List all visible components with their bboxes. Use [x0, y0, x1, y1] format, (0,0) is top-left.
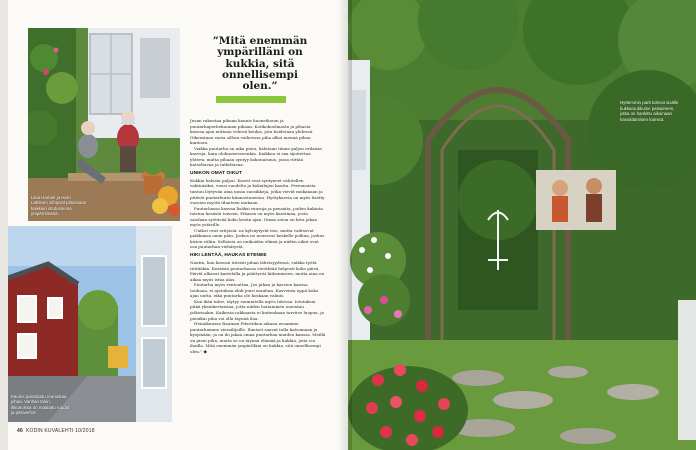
garden-arch-photo [348, 0, 696, 450]
article-paragraph [190, 321, 326, 355]
photo-street-houses [8, 226, 172, 422]
photo-caption: Liisa Hamari ja Harri Lahtinen viihtyvät pihassaan kaikkien istutustensa ympäröimänä. [31, 194, 87, 217]
article-paragraph: Unikot ovat erityisiä: ne kylväytyvät itse, mutta valitsevat paikkansa omin päin. Joskus ne nousevat keskelle polkua, joskus kivien väliin. Sellaista on unikoiden elämä ja niiden oikut ovat osa puutarhan viehätystä. [190, 227, 325, 250]
right-page-photo [348, 0, 696, 450]
section-heading: UNIKON OMAT OIKUT [190, 170, 242, 176]
page-footer [17, 428, 95, 434]
photo-caption: Kaunis puistokatu reunustaa pihaa. Vanhan talon ikkunoissa on maalattu ruudut ja pitsiverhot. [11, 393, 70, 416]
article-paragraph: Puutarha myös rentouttaa. Jos pihan ja kasvien kanssa touhuaa, ei ajatuksia ehdi juuri muuhun. Kasveista oppii koko ajan uutta, eikä puutarha ole koskaan valmis. [190, 282, 319, 299]
photo-couple-in-garden [28, 28, 180, 221]
article-paragraph: Juvan rakentaa pihaan kaunis huoneikonin ja puutarhaperhekunnan pihaan. Kotikokoelmasta ja pihasta kasvaa ajan mittaan vehreä keidas, jota hoidetaan yhdessä. Oikeastaan vasta silloin vaiheessa piha alkoi mennä pihan kuntoon. [190, 118, 314, 146]
end-mark-icon: ◆ [203, 349, 208, 355]
section-heading: HIKI LENTÄÄ, HAUKAS ETENEE [190, 253, 267, 259]
photo-caption: Nyttemmin parit tulevat sisälle kukkaruukkuine patsaineen, jotka on hankittu aikoinaan kasvattamisen kanssa. [620, 100, 679, 122]
accent-bar [216, 96, 286, 103]
article-paragraph: Kukkia halusin paljon. Kasvit ovat syntyneet vähitellen vakituisiksi, vuosi vuodelta ja kokeilujen kautta. Perennoista tuntuu löytyvän aina uusia suosikkeja, jotka vievät mukanaan ja pitävät puutarhurin kiinnostuneena. Hyötykasvia on myös lisätty vuosien myötä tilanteen mukaan. [190, 177, 325, 206]
article-paragraph: Nautin, kun kasvan tiiviisti pihan läheisyydessä, vaikka työtä riittääkin. Kesäisin puutarhassa vierähtää helposti koko päivä. Päivät alkavat kastelulla ja päättyvät kitkemiseen, mutta aina on aikaa myös istua alas. [190, 260, 325, 282]
publication-name: KODIN KUVALEHTI 10/2018 [25, 428, 95, 434]
article-paragraph: Kun ikää tulee, täytyy suunnitella myös tulevaa. Istutuksia pitää yksinkertaistaa, jotta niiden hoitaminen onnistuu jatkossakin. Kaikesta rakkaasta ei kuitenkaan tarvitse luopua, ja pienikin piha voi olla täynnä iloa. [190, 298, 324, 321]
article-closing-text: Heinäkuussa Rauman Pitsiviikon aikana avaamme puutarhamme vierailijoille. Ihmiset saavat tulla katsomaan ja kysymään, ja on ilo jakaa omaa puutarhaa muiden kanssa. Meillä on pieni piha, mutta se on täynnä elämää ja kukkia, joita voi ihailla. Mitä enemmän ympärilläni on kukkia, sitä onnellisempi olen.” [190, 321, 326, 354]
article-paragraph: Puutarhassa kasvaa lisäksi ruusuja ja pensaita, joiden kukinta toistuu kesästä toiseen. Pihassa on myös kasvimaa, josta saadaan syötävää koko kesän ajan. Omaa satoa on kiva jakaa myös ystäville. [190, 205, 323, 228]
article-body [190, 118, 326, 355]
article-paragraph: Vaikka puutarha on aika pieni, halutaan tänne paljon erilaisia kasveja, kuin olohuoneeseenkin. Kaikkea ei saa sijoitettua yhteen, mutta pihaan syntyy kokonaisuus, jossa riittää katseltavaa ja tutkittavaa. [190, 145, 322, 168]
left-page [8, 0, 348, 450]
page-number: 46 [17, 428, 23, 434]
pull-quote: ”Mitä enemmän ympärilläni on kukkia, sitä onnellisempi olen.” [212, 35, 308, 93]
